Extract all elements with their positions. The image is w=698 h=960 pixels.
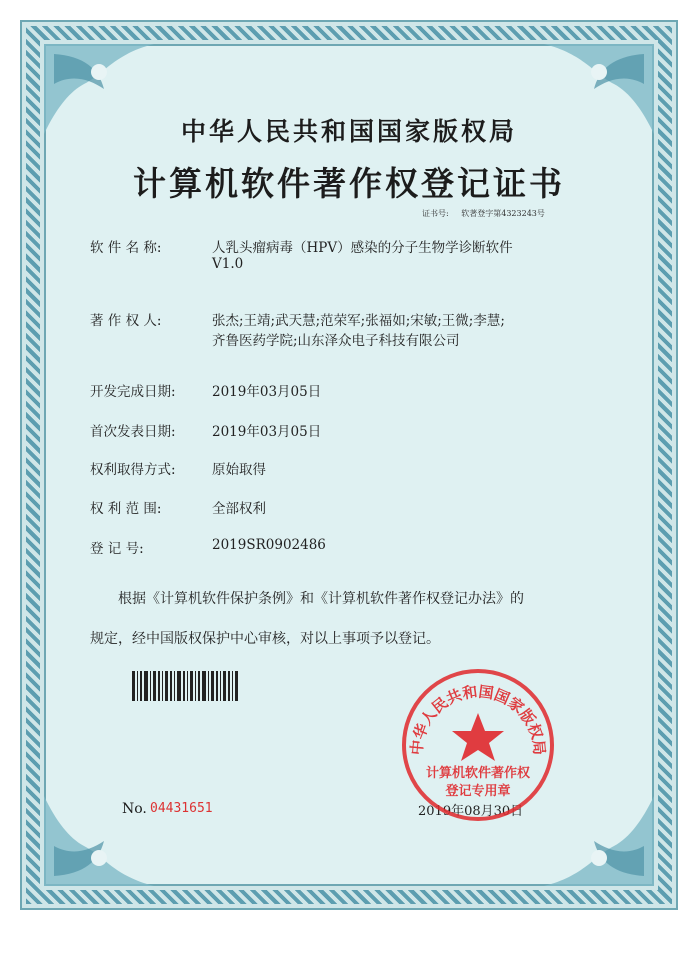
field-label-scope: 权 利 范 围: — [90, 501, 162, 517]
field-value-acquisition: 原始取得 — [212, 462, 266, 478]
field-value-software-version: V1.0 — [212, 256, 244, 272]
field-label-copyright-owner: 著 作 权 人: — [90, 313, 162, 329]
field-value-dev-date: 2019年03月05日 — [212, 384, 322, 400]
field-value-owners-line2: 齐鲁医药学院;山东泽众电子科技有限公司 — [212, 333, 460, 349]
statement-line2: 规定，经中国版权保护中心审核，对以上事项予以登记。 — [90, 631, 440, 647]
field-label-dev-date: 开发完成日期: — [90, 384, 176, 400]
corner-ornament-bottom-right — [544, 796, 654, 886]
certificate-number-label: 证书号: — [422, 209, 449, 218]
barcode — [132, 671, 240, 701]
statement-line1: 根据《计算机软件保护条例》和《计算机软件著作权登记办法》的 — [118, 591, 524, 607]
certificate-number — [422, 208, 545, 219]
field-label-software-name: 软 件 名 称: — [90, 240, 162, 256]
certificate-number-value: 软著登字第4323243号 — [461, 209, 545, 218]
seal-ring-text: 中华人民共和国国家版权局 — [407, 682, 549, 756]
serial-number: 04431651 — [150, 801, 213, 816]
field-label-registration-no: 登 记 号: — [90, 541, 144, 557]
field-value-scope: 全部权利 — [212, 501, 266, 517]
seal-line1: 计算机软件著作权 — [425, 766, 531, 781]
issue-date: 2019年08月30日 — [418, 804, 524, 819]
field-label-acquisition: 权利取得方式: — [90, 462, 176, 478]
field-value-publish-date: 2019年03月05日 — [212, 424, 322, 440]
issuing-authority-title: 中华人民共和国国家版权局 — [180, 117, 517, 146]
official-seal — [398, 665, 558, 825]
field-value-owners-line1: 张杰;王靖;武天慧;范荣军;张福如;宋敏;王微;李慧; — [212, 313, 505, 329]
field-label-publish-date: 首次发表日期: — [90, 424, 176, 440]
seal-star-icon — [452, 713, 504, 761]
field-value-registration-no: 2019SR0902486 — [212, 537, 326, 553]
serial-label: No. — [122, 801, 147, 817]
certificate-title: 计算机软件著作权登记证书 — [133, 164, 565, 203]
seal-line2: 登记专用章 — [445, 784, 511, 799]
field-value-software-name: 人乳头瘤病毒（HPV）感染的分子生物学诊断软件 — [212, 240, 513, 256]
